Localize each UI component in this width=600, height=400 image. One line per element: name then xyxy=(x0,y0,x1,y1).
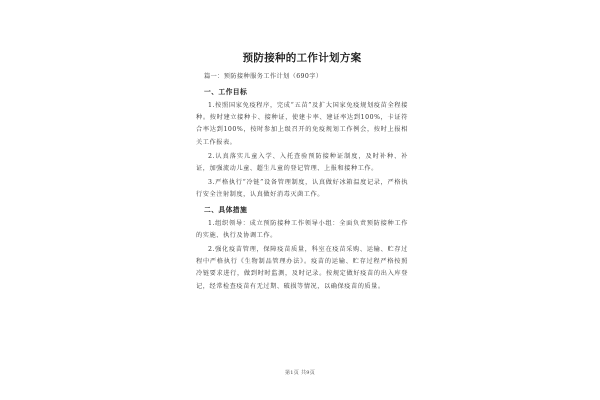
document-title: 预防接种的工作计划方案 xyxy=(242,52,362,64)
document-body xyxy=(196,50,408,295)
section-heading-goals: 一、工作目标 xyxy=(204,88,248,96)
section-heading-measures: 二、具体措施 xyxy=(204,205,248,214)
paragraph: 1.按照国家免疫程序，完成“五苗”及扩大国家免疫规划疫苗全程接种。按时建立接种卡、接种证，使建卡率、建证率达到100%，卡证符合率达到100%，按时参加上级召开的免疫规划工作例会，按时上报相关工作报表。 xyxy=(196,102,408,146)
paragraph: 2.强化疫苗管理，保障疫苗质量，科室在疫苗采购、运输、贮存过程中严格执行《生物制品管理办法》。疫苗的运输、贮存过程严格按照冷链要求进行，做到时时监测，及时记录。按规定做好疫苗的出入库登记，经常检查疫苗有无过期、破损等情况，以确保疫苗的质量。 xyxy=(196,246,408,290)
paragraph: 2.认真落实儿童入学、入托查验预防接种证制度，及时补种、补证，加强流动儿童、超生儿童的登记管理、上报和接种工作。 xyxy=(196,152,408,173)
page-footer: 第1页 共9页 xyxy=(284,370,316,376)
paragraph: 1.组织领导：成立预防接种工作领导小组：全面负责预防接种工作的实施、执行及协调工作。 xyxy=(196,219,408,239)
paragraph: 3.严格执行“冷链”设备管理制度，认真做好冰箱温度记录，严格执行安全注射制度，认真做好消毒灭菌工作。 xyxy=(196,179,408,199)
document-subtitle: 篇一：预防接种服务工作计划（690字） xyxy=(204,73,323,80)
